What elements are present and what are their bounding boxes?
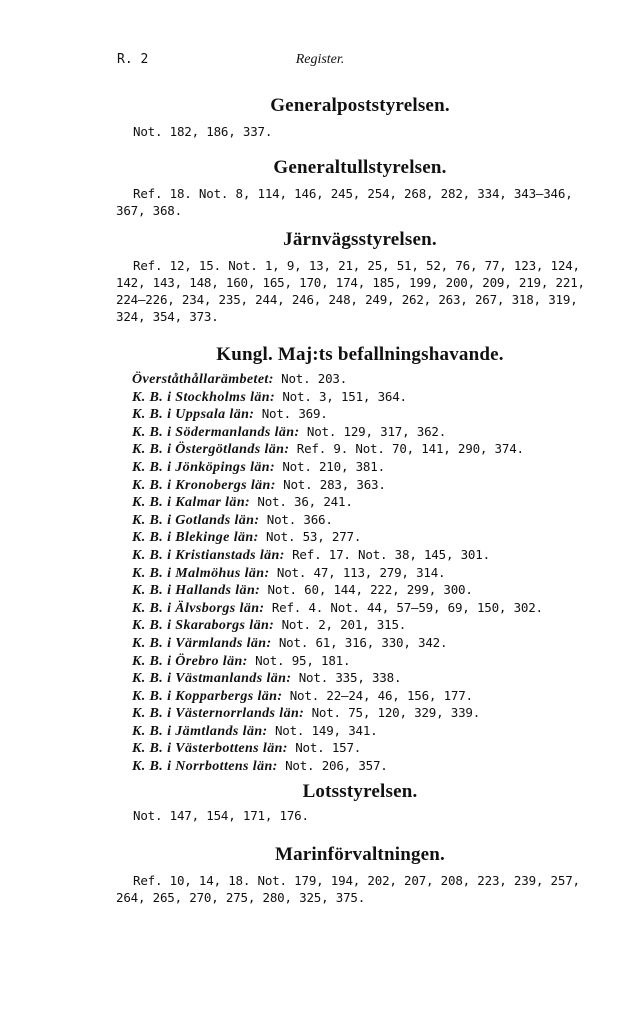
section-heading-jarnvagsstyrelsen: Järnvägsstyrelsen.	[283, 229, 437, 250]
list-item	[132, 704, 632, 722]
entry-refs: Not. 36, 241.	[257, 494, 353, 510]
list-item	[132, 493, 632, 511]
list-item	[132, 511, 632, 529]
section-heading-generaltullstyrelsen: Generaltullstyrelsen.	[273, 157, 447, 178]
body-line: 142, 143, 148, 160, 165, 170, 174, 185, 199, 200, 209, 219, 221,	[116, 275, 585, 290]
list-item	[132, 669, 632, 687]
entry-label: K. B. i Älvsborgs län:	[132, 600, 265, 616]
list-item	[132, 722, 632, 740]
list-item	[132, 581, 632, 599]
body-line: 367, 368.	[116, 203, 182, 218]
entry-refs: Ref. 9. Not. 70, 141, 290, 374.	[296, 441, 524, 457]
page-number: R. 2	[117, 52, 149, 67]
entry-label: K. B. i Gotlands län:	[132, 512, 260, 528]
entry-refs: Not. 95, 181.	[255, 652, 351, 668]
body-line: Ref. 18. Not. 8, 114, 146, 245, 254, 268, 282, 334, 343—346,	[133, 186, 573, 201]
entry-label: K. B. i Västerbottens län:	[132, 741, 288, 757]
entry-refs: Not. 47, 113, 279, 314.	[276, 564, 446, 580]
list-item	[132, 757, 632, 775]
entry-label: K. B. i Blekinge län:	[132, 530, 259, 546]
entry-label: K. B. i Södermanlands län:	[132, 424, 300, 440]
list-item	[132, 616, 632, 634]
entry-refs: Not. 206, 357.	[285, 758, 388, 774]
entry-refs: Not. 75, 120, 329, 339.	[311, 705, 481, 721]
entry-label: K. B. i Malmöhus län:	[132, 565, 270, 581]
entry-refs: Not. 203.	[281, 371, 348, 386]
entry-label: K. B. i Östergötlands län:	[132, 442, 290, 458]
entry-label: Överståthållarämbetet:	[132, 372, 274, 387]
list-item	[132, 652, 632, 670]
entry-label: K. B. i Kristianstads län:	[132, 547, 285, 563]
entry-label: K. B. i Kopparbergs län:	[132, 688, 283, 704]
entry-label: K. B. i Örebro län:	[132, 653, 248, 669]
entry-label: K. B. i Kalmar län:	[132, 495, 251, 511]
list-item	[132, 405, 632, 423]
entry-label: K. B. i Skaraborgs län:	[132, 618, 275, 634]
section-heading-lotsstyrelsen: Lotsstyrelsen.	[302, 781, 418, 802]
body-line: Ref. 12, 15. Not. 1, 9, 13, 21, 25, 51, 52, 76, 77, 123, 124,	[133, 258, 580, 273]
entry-refs: Not. 2, 201, 315.	[281, 617, 407, 633]
list-item	[132, 388, 632, 406]
entry-refs: Not. 22—24, 46, 156, 177.	[289, 687, 473, 703]
list-item	[132, 440, 632, 458]
entry-label: K. B. i Kronobergs län:	[132, 477, 276, 493]
list-item	[132, 370, 632, 388]
entry-refs: Not. 129, 317, 362.	[306, 423, 447, 439]
entry-refs: Not. 60, 144, 222, 299, 300.	[267, 582, 473, 598]
list-item	[132, 687, 632, 705]
body-line: 264, 265, 270, 275, 280, 325, 375.	[116, 890, 366, 905]
running-head: Register.	[295, 52, 345, 67]
list-item	[132, 564, 632, 582]
list-item	[132, 423, 632, 441]
befallningshavande-list	[132, 370, 632, 775]
body-line: Not. 147, 154, 171, 176.	[133, 808, 309, 823]
list-item	[132, 634, 632, 652]
list-item	[132, 528, 632, 546]
entry-label: K. B. i Värmlands län:	[132, 635, 272, 651]
body-line: 324, 354, 373.	[116, 309, 219, 324]
section-heading-marinforvaltningen: Marinförvaltningen.	[274, 844, 446, 865]
entry-label: K. B. i Jämtlands län:	[132, 723, 268, 739]
entry-refs: Not. 210, 381.	[282, 458, 385, 474]
entry-refs: Ref. 17. Not. 38, 145, 301.	[292, 546, 490, 562]
page-header	[0, 52, 640, 72]
section-heading-befallningshavande: Kungl. Maj:ts befallningshavande.	[216, 344, 504, 365]
entry-label: K. B. i Norrbottens län:	[132, 759, 278, 775]
entry-refs: Ref. 4. Not. 44, 57—59, 69, 150, 302.	[271, 599, 543, 615]
body-line: Not. 182, 186, 337.	[133, 124, 273, 139]
entry-refs: Not. 283, 363.	[283, 476, 386, 492]
entry-label: K. B. i Jönköpings län:	[132, 459, 276, 475]
entry-refs: Not. 149, 341.	[274, 722, 378, 738]
entry-label: K. B. i Västernorrlands län:	[132, 706, 305, 722]
entry-refs: Not. 3, 151, 364.	[282, 388, 407, 404]
entry-label: K. B. i Västmanlands län:	[132, 671, 292, 687]
entry-refs: Not. 53, 277.	[265, 529, 362, 545]
entry-refs: Not. 157.	[295, 740, 362, 756]
list-item	[132, 739, 632, 757]
entry-refs: Not. 335, 338.	[298, 670, 402, 686]
section-heading-generalpoststyrelsen: Generalpoststyrelsen.	[270, 95, 450, 116]
entry-label: K. B. i Stockholms län:	[132, 389, 276, 405]
entry-refs: Not. 366.	[266, 511, 333, 527]
entry-refs: Not. 369.	[261, 406, 328, 422]
body-line: Ref. 10, 14, 18. Not. 179, 194, 202, 207, 208, 223, 239, 257,	[133, 873, 580, 888]
entry-refs: Not. 61, 316, 330, 342.	[278, 634, 448, 650]
body-line: 224—226, 234, 235, 244, 246, 248, 249, 262, 263, 267, 318, 319,	[116, 292, 578, 307]
list-item	[132, 599, 632, 617]
list-item	[132, 458, 632, 476]
list-item	[132, 476, 632, 494]
entry-label: K. B. i Uppsala län:	[132, 407, 255, 423]
entry-label: K. B. i Hallands län:	[132, 583, 261, 599]
list-item	[132, 546, 632, 564]
